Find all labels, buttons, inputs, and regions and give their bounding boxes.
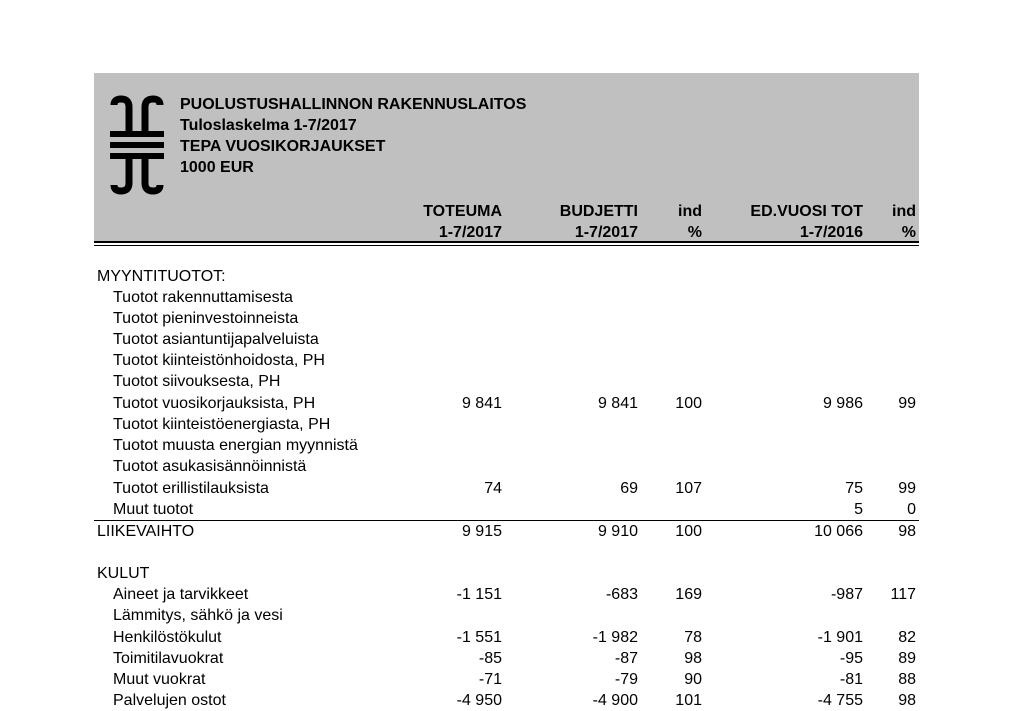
row-value-col5: 89 <box>898 650 916 667</box>
table-row <box>94 456 919 477</box>
row-label: Muut vuokrat <box>113 671 206 688</box>
table-row <box>94 499 919 520</box>
row-value-col2: 69 <box>620 480 638 497</box>
col-header-ind-1: ind <box>678 203 702 220</box>
table-row <box>94 478 919 499</box>
row-value-col4: 75 <box>845 480 863 497</box>
row-label: Tuotot pieninvestoinneista <box>113 310 299 327</box>
row-label: Muut tuotot <box>113 501 194 518</box>
row-value-col5: 88 <box>898 671 916 688</box>
row-value-col1: 9 915 <box>461 523 502 540</box>
row-value-col1: 74 <box>484 480 502 497</box>
header-rule-bottom <box>94 245 919 246</box>
table-row <box>94 690 919 711</box>
table-row <box>94 435 919 456</box>
row-value-col4: 10 066 <box>814 523 863 540</box>
row-label: Aineet ja tarvikkeet <box>113 586 249 603</box>
row-value-col1: 9 841 <box>461 395 502 412</box>
row-value-col2: -87 <box>614 650 638 667</box>
row-value-col2: -4 900 <box>592 692 638 709</box>
row-value-col4: 5 <box>854 501 863 518</box>
row-value-col1: -1 551 <box>456 629 502 646</box>
row-value-col3: 101 <box>675 692 702 709</box>
row-value-col3: 98 <box>684 650 702 667</box>
row-label: Toimitilavuokrat <box>113 650 224 667</box>
row-value-col2: -1 982 <box>592 629 638 646</box>
rakennuslaitos-logo-icon <box>110 95 164 195</box>
row-value-col1: -85 <box>478 650 502 667</box>
unit-name: TEPA VUOSIKORJAUKSET <box>180 138 386 155</box>
row-value-col4: 9 986 <box>822 395 863 412</box>
row-value-col3: 169 <box>675 586 702 603</box>
currency-label: 1000 EUR <box>180 159 254 176</box>
row-value-col4: -95 <box>839 650 863 667</box>
row-value-col5: 0 <box>907 501 916 518</box>
row-label: Tuotot rakennuttamisesta <box>113 289 293 306</box>
table-row <box>94 371 919 392</box>
row-value-col3: 100 <box>675 523 702 540</box>
row-label: Tuotot erillistilauksista <box>113 480 269 497</box>
table-row <box>94 350 919 371</box>
organization-name: PUOLUSTUSHALLINNON RAKENNUSLAITOS <box>180 96 527 113</box>
row-label: Tuotot asukasisännöinnistä <box>113 458 307 475</box>
table-row <box>94 584 919 605</box>
row-value-col2: 9 910 <box>597 523 638 540</box>
header-rule-top <box>94 241 919 243</box>
col-header-toteuma-period: 1-7/2017 <box>438 224 502 241</box>
row-label: Henkilöstökulut <box>113 629 222 646</box>
table-row <box>94 521 919 542</box>
table-row <box>94 648 919 669</box>
row-value-col4: -987 <box>830 586 863 603</box>
row-label: Tuotot kiinteistöenergiasta, PH <box>113 416 331 433</box>
row-label: Tuotot kiinteistönhoidosta, PH <box>113 352 325 369</box>
row-label: KULUT <box>97 565 150 582</box>
table-row <box>94 669 919 690</box>
row-value-col5: 99 <box>898 395 916 412</box>
row-value-col5: 82 <box>898 629 916 646</box>
col-header-budjetti-period: 1-7/2017 <box>574 224 638 241</box>
col-header-ind-2: ind <box>892 203 916 220</box>
col-header-ind-1-unit: % <box>687 224 702 241</box>
liikevaihto-sum-rule <box>94 520 919 521</box>
row-value-col1: -1 151 <box>456 586 502 603</box>
col-header-ind-2-unit: % <box>901 224 916 241</box>
table-row <box>94 308 919 329</box>
row-label: Lämmitys, sähkö ja vesi <box>113 607 283 624</box>
row-value-col5: 99 <box>898 480 916 497</box>
row-label: Tuotot siivouksesta, PH <box>113 373 281 390</box>
table-row <box>94 414 919 435</box>
row-value-col3: 90 <box>684 671 702 688</box>
row-label: Palvelujen ostot <box>113 692 226 709</box>
row-value-col3: 107 <box>675 480 702 497</box>
table-row <box>94 266 919 287</box>
table-row <box>94 627 919 648</box>
row-value-col5: 117 <box>890 586 916 603</box>
row-value-col4: -81 <box>839 671 863 688</box>
table-row <box>94 329 919 350</box>
row-value-col2: -79 <box>614 671 638 688</box>
row-value-col2: 9 841 <box>597 395 638 412</box>
row-value-col5: 98 <box>898 523 916 540</box>
col-header-ed-vuosi: ED.VUOSI TOT <box>750 203 863 220</box>
table-row <box>94 605 919 626</box>
col-header-budjetti: BUDJETTI <box>559 203 638 220</box>
row-value-col1: -4 950 <box>456 692 502 709</box>
col-header-toteuma: TOTEUMA <box>423 203 502 220</box>
table-row <box>94 393 919 414</box>
row-label: MYYNTITUOTOT: <box>97 268 226 285</box>
row-label: Tuotot asiantuntijapalveluista <box>113 331 319 348</box>
row-value-col1: -71 <box>478 671 502 688</box>
row-value-col5: 98 <box>898 692 916 709</box>
row-value-col2: -683 <box>605 586 638 603</box>
table-row <box>94 287 919 308</box>
row-label: LIIKEVAIHTO <box>97 523 195 540</box>
row-value-col4: -4 755 <box>817 692 863 709</box>
row-label: Tuotot vuosikorjauksista, PH <box>113 395 316 412</box>
col-header-ed-vuosi-period: 1-7/2016 <box>799 224 863 241</box>
row-value-col3: 100 <box>675 395 702 412</box>
table-row <box>94 563 919 584</box>
report-title: Tuloslaskelma 1-7/2017 <box>180 117 357 134</box>
row-value-col4: -1 901 <box>817 629 863 646</box>
row-label: Tuotot muusta energian myynnistä <box>113 437 358 454</box>
row-value-col3: 78 <box>684 629 702 646</box>
